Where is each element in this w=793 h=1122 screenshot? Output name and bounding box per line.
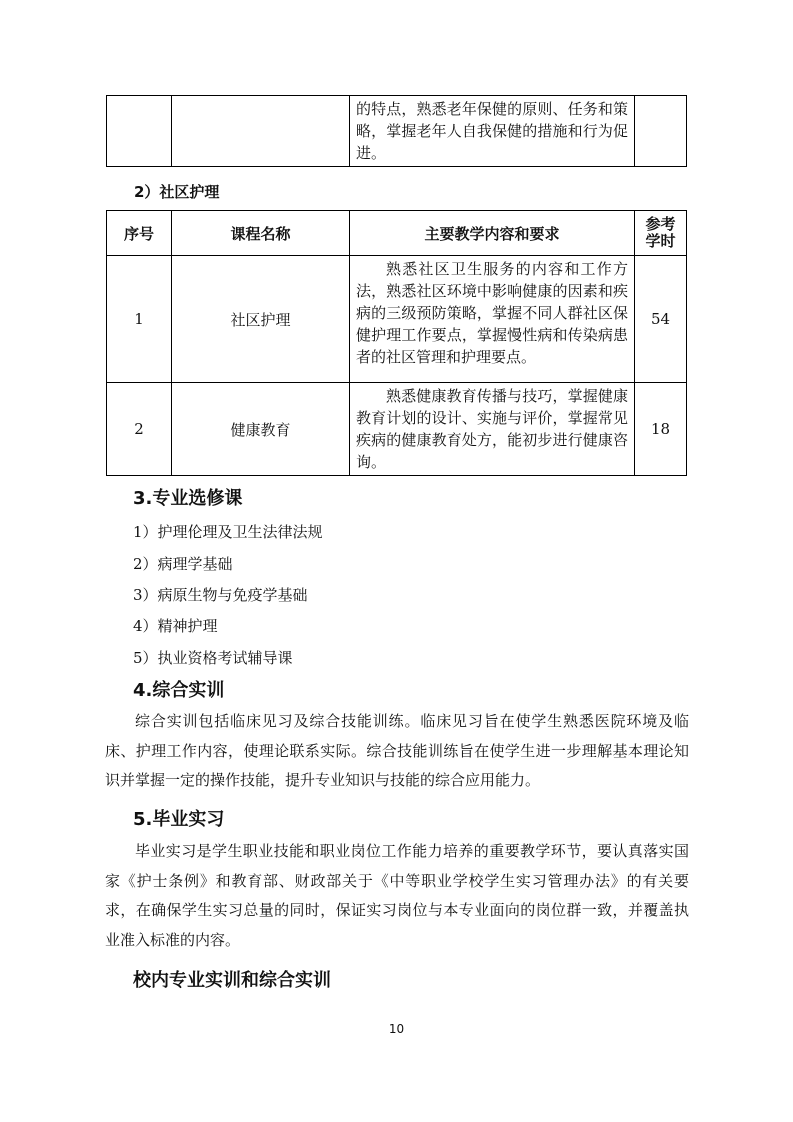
header-content: 主要教学内容和要求 (350, 211, 635, 256)
electives-heading: 3.专业选修课 (133, 488, 243, 509)
campus-training-heading: 校内专业实训和综合实训 (133, 970, 331, 991)
table-header-row (107, 211, 687, 256)
row-seq: 2 (107, 383, 172, 476)
list-item: 4）精神护理 (133, 617, 218, 635)
row-seq: 1 (107, 256, 172, 383)
row-hours: 18 (635, 383, 687, 476)
internship-heading: 5.毕业实习 (133, 809, 225, 830)
header-hours-line1: 参考 (645, 215, 676, 233)
hours-cell (635, 96, 687, 167)
seq-cell (107, 96, 172, 167)
header-name: 课程名称 (172, 211, 350, 256)
header-hours (635, 211, 687, 256)
header-seq: 序号 (107, 211, 172, 256)
header-hours-line2: 学时 (645, 232, 676, 250)
name-cell (172, 96, 350, 167)
comprehensive-training-heading: 4.综合实训 (133, 680, 225, 701)
row-content: 熟悉社区卫生服务的内容和工作方法，熟悉社区环境中影响健康的因素和疾病的三级预防策略，掌握不同人群社区保健护理工作要点，掌握慢性病和传染病患者的社区管理和护理要点。 (350, 256, 635, 383)
continued-table (106, 95, 687, 167)
table-row (107, 256, 687, 383)
row-name: 社区护理 (172, 256, 350, 383)
list-item: 3）病原生物与免疫学基础 (133, 586, 308, 604)
community-nursing-heading: 2）社区护理 (134, 183, 220, 201)
internship-paragraph: 毕业实习是学生职业技能和职业岗位工作能力培养的重要教学环节，要认真落实国家《护士条例》和教育部、财政部关于《中等职业学校学生实习管理办法》的有关要求，在确保学生实习总量的同时，保证实习岗位与本专业面向的岗位群一致，并覆盖执业准入标准的内容。 (105, 842, 689, 949)
row-name: 健康教育 (172, 383, 350, 476)
list-item: 5）执业资格考试辅导课 (133, 649, 293, 667)
row-hours: 54 (635, 256, 687, 383)
comprehensive-training-paragraph: 综合实训包括临床见习及综合技能训练。临床见习旨在使学生熟悉医院环境及临床、护理工作内容，使理论联系实际。综合技能训练旨在使学生进一步理解基本理论知识并掌握一定的操作技能，提升专业知识与技能的综合应用能力。 (105, 712, 689, 789)
page-number: 10 (388, 1022, 405, 1036)
content-cell: 的特点，熟悉老年保健的原则、任务和策略，掌握老年人自我保健的措施和行为促进。 (350, 96, 635, 167)
community-nursing-table (106, 210, 687, 476)
table-row (107, 383, 687, 476)
row-content: 熟悉健康教育传播与技巧，掌握健康教育计划的设计、实施与评价，掌握常见疾病的健康教育处方，能初步进行健康咨询。 (350, 383, 635, 476)
table-row (107, 96, 687, 167)
list-item: 2）病理学基础 (133, 555, 233, 573)
list-item: 1）护理伦理及卫生法律法规 (133, 523, 323, 541)
